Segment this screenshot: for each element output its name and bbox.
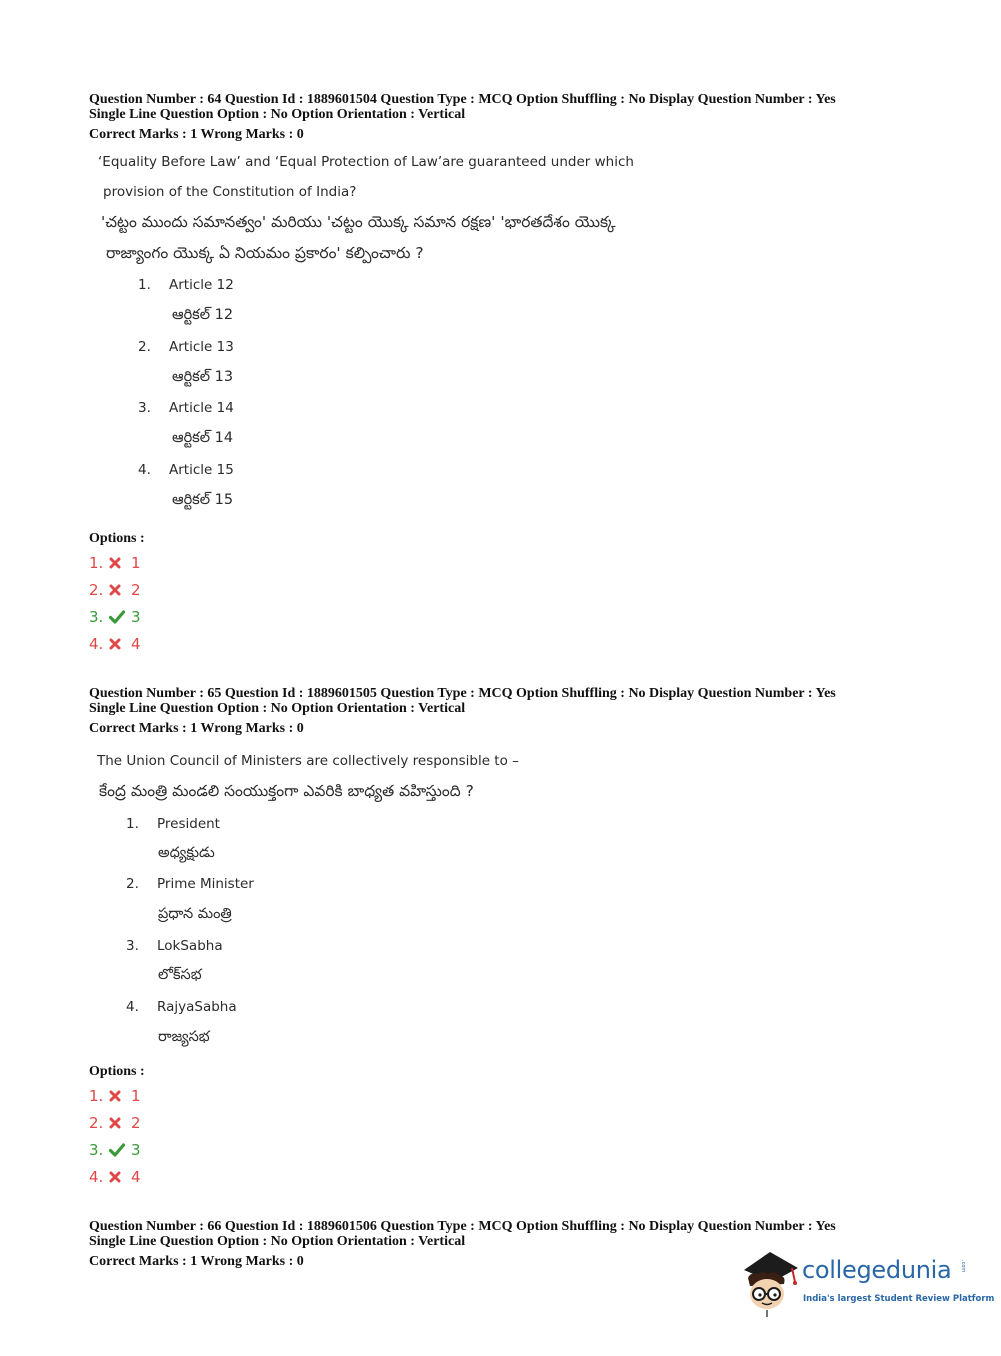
meta-line-1: Question Number : 64 Question Id : 1889601504 Question Type : MCQ Option Shuffling : No Display Question Number : Yes xyxy=(89,92,836,107)
option-number: 2. xyxy=(126,876,139,892)
question-text-te-line-2: రాజ్యాంగం యొక్క ఏ నియమం ప్రకారం' కల్పించారు ? xyxy=(106,244,424,262)
answer-row xyxy=(89,634,141,654)
answer-value: 3 xyxy=(131,1141,141,1159)
option-text-en: Prime Minister xyxy=(157,876,254,892)
answer-number: 3. xyxy=(89,1141,104,1159)
answer-value: 4 xyxy=(131,1168,141,1186)
question-text-te-line-1: కేంద్ర మంత్రి మండలి సంయుక్తంగా ఎవరికి బాధ్యత వహిస్తుంది ? xyxy=(99,782,474,800)
answer-number: 3. xyxy=(89,608,104,626)
option-text-en: Article 15 xyxy=(169,462,234,478)
option-number: 3. xyxy=(138,400,151,416)
question-64-meta xyxy=(89,92,836,142)
options-label: Options : xyxy=(89,1064,145,1079)
answer-row xyxy=(89,553,141,573)
answer-row-correct xyxy=(89,1140,141,1160)
answer-value: 1 xyxy=(131,1087,141,1105)
answer-number: 1. xyxy=(89,554,104,572)
answer-row xyxy=(89,1167,141,1187)
meta-line-2: Single Line Question Option : No Option Orientation : Vertical xyxy=(89,1234,466,1249)
logo-name: collegedunia xyxy=(802,1256,952,1284)
option-number: 1. xyxy=(126,816,139,832)
cross-icon xyxy=(109,557,131,569)
option-text-te: ఆర్టికల్ 14 xyxy=(172,430,234,446)
marks-line: Correct Marks : 1 Wrong Marks : 0 xyxy=(89,1254,304,1269)
answer-number: 4. xyxy=(89,1168,104,1186)
question-text-te-line-1: 'చట్టం ముందు సమానత్వం' మరియు 'చట్టం యొక్క సమాన రక్షణ' 'భారతదేశం యొక్క xyxy=(101,213,616,231)
option-number: 3. xyxy=(126,938,139,954)
marks-line: Correct Marks : 1 Wrong Marks : 0 xyxy=(89,127,304,142)
check-icon xyxy=(109,1143,131,1157)
question-text-en-line-2: provision of the Constitution of India? xyxy=(103,184,357,200)
answer-row-correct xyxy=(89,607,141,627)
answer-row xyxy=(89,1086,141,1106)
answer-value: 2 xyxy=(131,581,141,599)
logo-tagline: India's largest Student Review Platform xyxy=(803,1294,995,1304)
question-text-en-line-1: ‘Equality Before Law’ and ‘Equal Protection of Law’are guaranteed under which xyxy=(98,154,634,170)
check-icon xyxy=(109,610,131,624)
option-text-en: LokSabha xyxy=(157,938,223,954)
option-text-en: Article 14 xyxy=(169,400,234,416)
option-text-te: ప్రధాన మంత్రి xyxy=(158,906,232,922)
meta-line-1: Question Number : 66 Question Id : 1889601506 Question Type : MCQ Option Shuffling : No Display Question Number : Yes xyxy=(89,1219,836,1234)
question-text-en-line-1: The Union Council of Ministers are collectively responsible to – xyxy=(97,753,519,769)
cross-icon xyxy=(109,638,131,650)
logo-suffix: .com xyxy=(960,1260,966,1273)
question-65-meta xyxy=(89,686,836,736)
answer-value: 4 xyxy=(131,635,141,653)
options-label: Options : xyxy=(89,531,145,546)
option-text-te: ఆర్టికల్ 12 xyxy=(172,307,234,323)
answer-row xyxy=(89,580,141,600)
meta-line-2: Single Line Question Option : No Option Orientation : Vertical xyxy=(89,701,466,716)
answer-number: 1. xyxy=(89,1087,104,1105)
meta-line-2: Single Line Question Option : No Option Orientation : Vertical xyxy=(89,107,466,122)
option-text-en: President xyxy=(157,816,220,832)
option-text-en: Article 12 xyxy=(169,277,234,293)
option-number: 1. xyxy=(138,277,151,293)
cross-icon xyxy=(109,584,131,596)
answer-row xyxy=(89,1113,141,1133)
marks-line: Correct Marks : 1 Wrong Marks : 0 xyxy=(89,721,304,736)
answer-number: 2. xyxy=(89,581,104,599)
option-text-en: RajyaSabha xyxy=(157,999,237,1015)
mascot-icon xyxy=(740,1248,802,1318)
cross-icon xyxy=(109,1090,131,1102)
answer-value: 2 xyxy=(131,1114,141,1132)
option-text-te: రాజ్యసభ xyxy=(158,1029,210,1045)
meta-line-1: Question Number : 65 Question Id : 1889601505 Question Type : MCQ Option Shuffling : No Display Question Number : Yes xyxy=(89,686,836,701)
option-text-te: ఆర్టికల్ 13 xyxy=(172,369,234,385)
option-text-te: లోక్‌సభ xyxy=(158,967,202,983)
option-number: 4. xyxy=(126,999,139,1015)
option-number: 4. xyxy=(138,462,151,478)
collegedunia-logo xyxy=(740,1248,995,1318)
option-number: 2. xyxy=(138,339,151,355)
cross-icon xyxy=(109,1117,131,1129)
answer-number: 2. xyxy=(89,1114,104,1132)
option-text-te: అధ్యక్షుడు xyxy=(158,845,215,861)
option-text-en: Article 13 xyxy=(169,339,234,355)
answer-number: 4. xyxy=(89,635,104,653)
option-text-te: ఆర్టికల్ 15 xyxy=(172,492,234,508)
answer-value: 1 xyxy=(131,554,141,572)
answer-value: 3 xyxy=(131,608,141,626)
question-66-meta xyxy=(89,1219,836,1269)
cross-icon xyxy=(109,1171,131,1183)
